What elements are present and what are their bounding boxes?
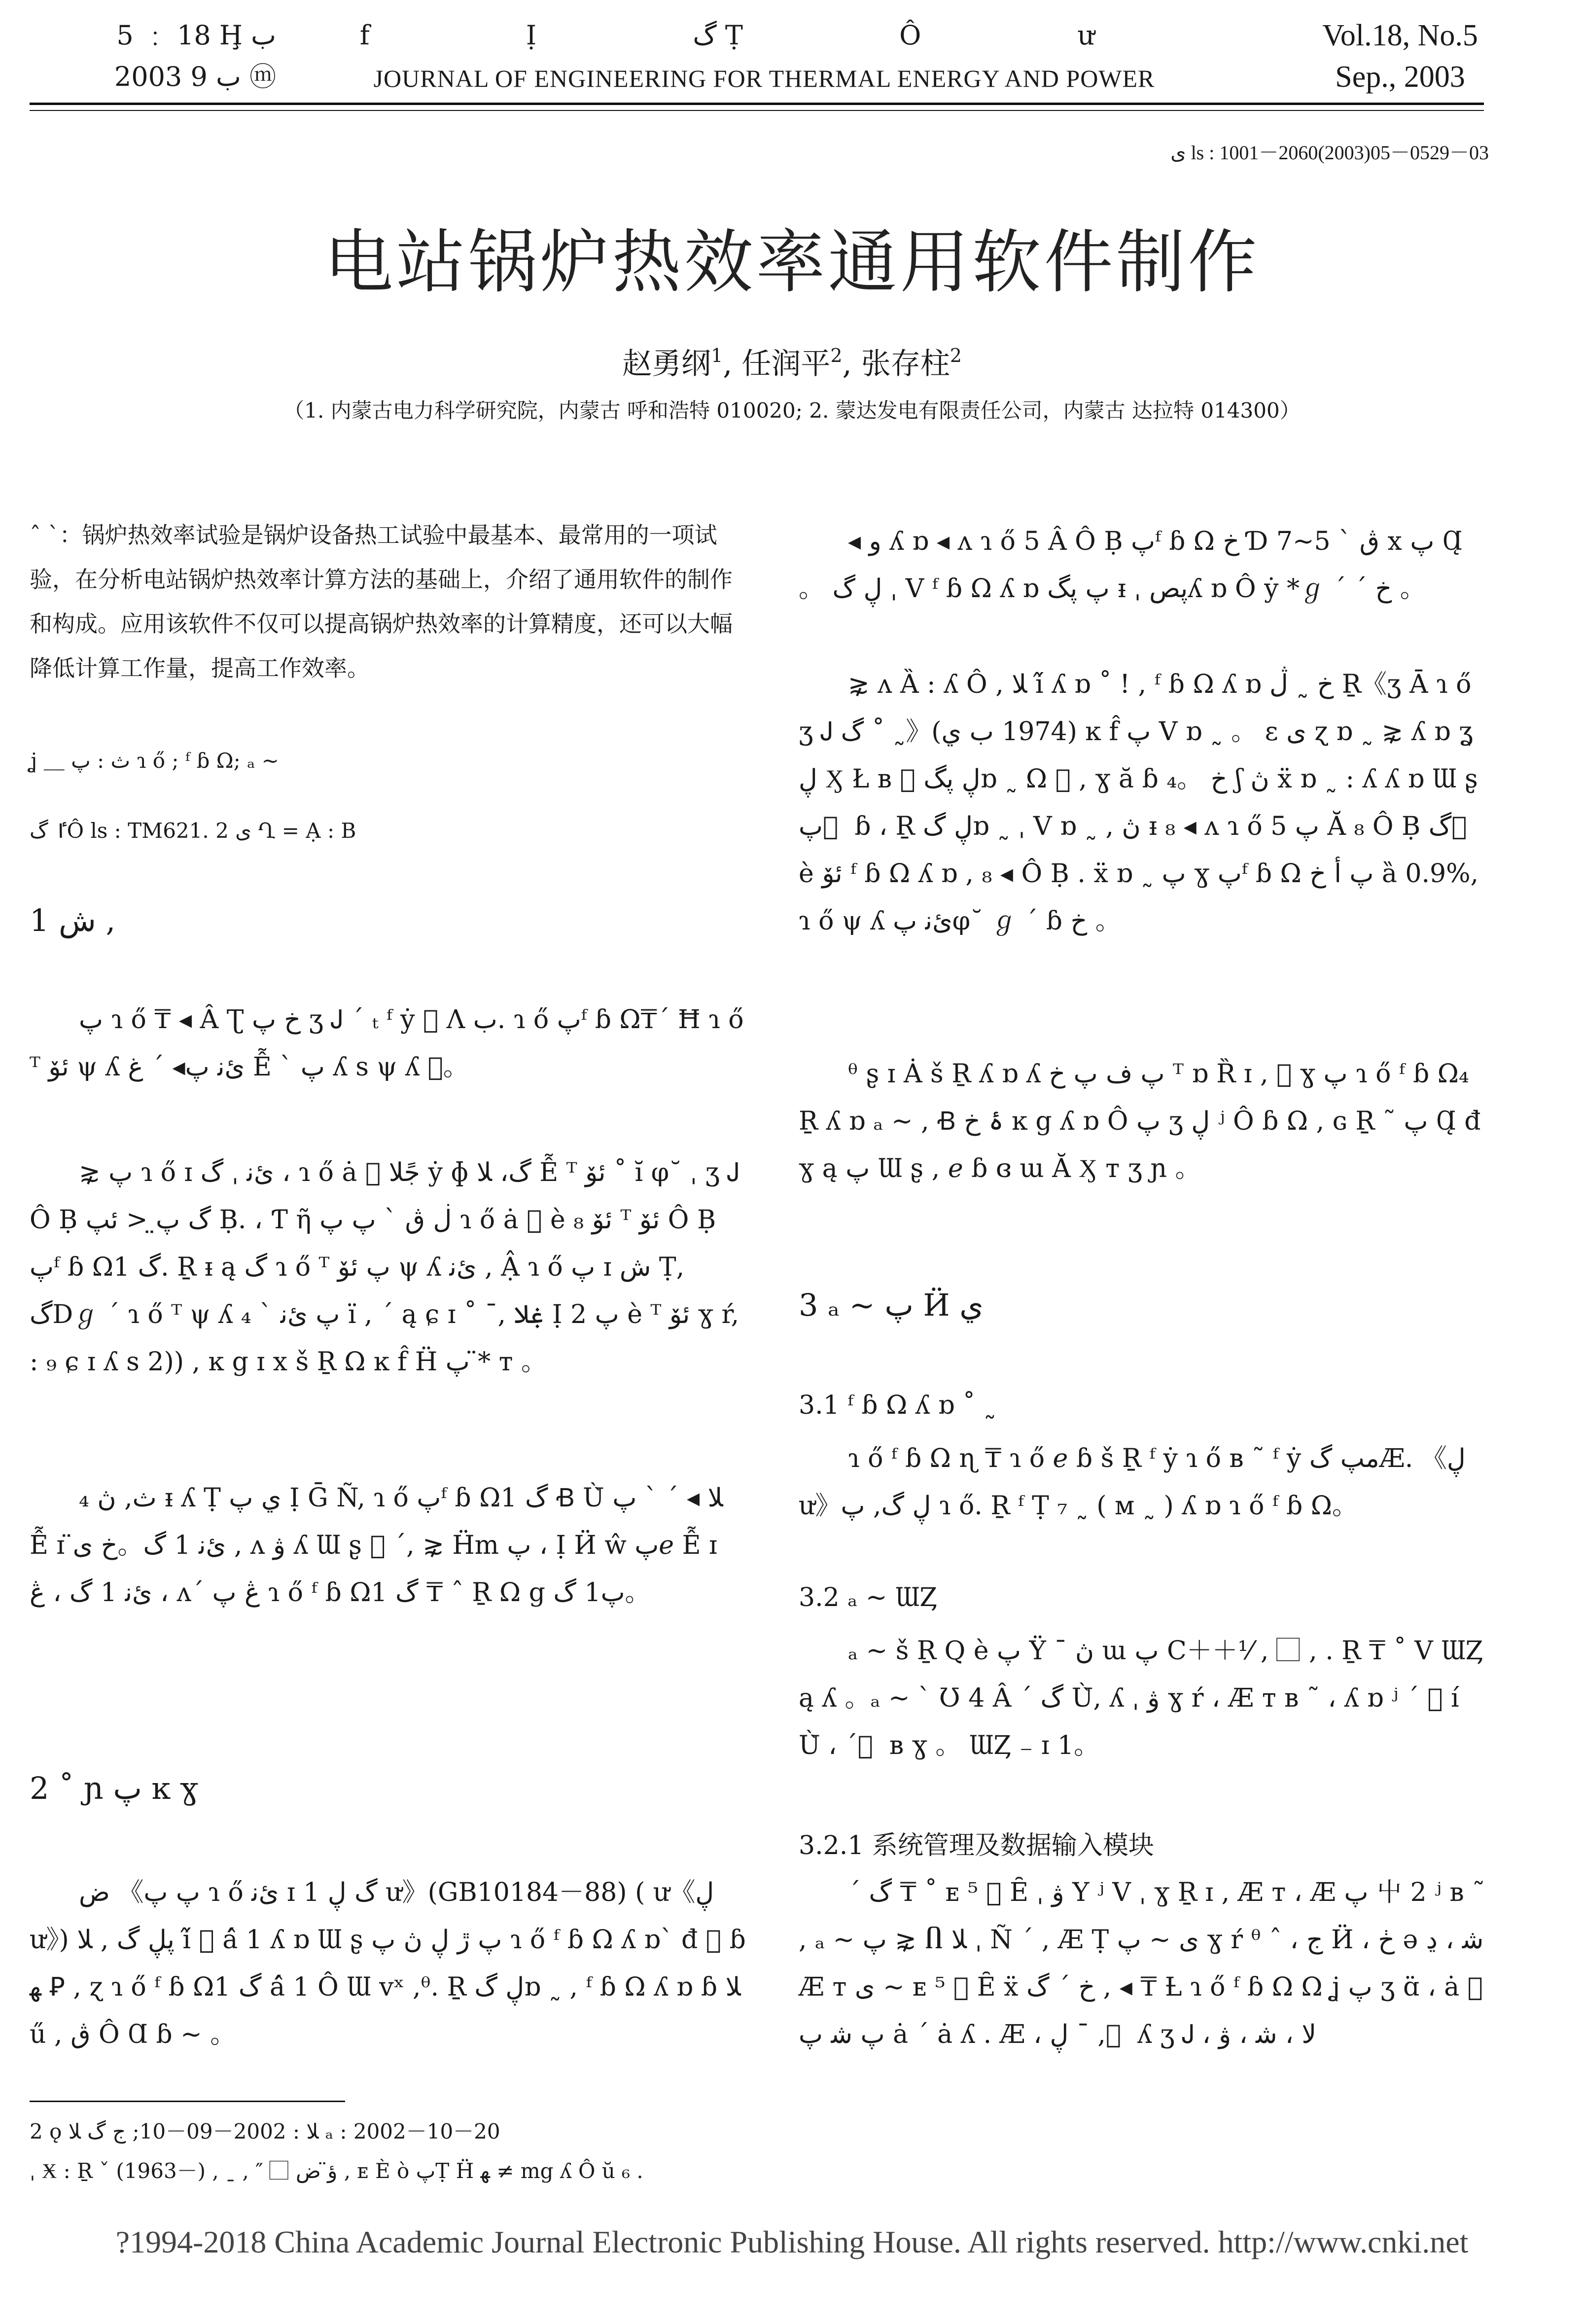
journal-name-cn: f Ị گ Ṭ Ô ư	[359, 20, 1169, 51]
author-name: 张存柱	[861, 347, 950, 381]
section-heading: 1 ش ,	[30, 902, 116, 938]
classification-codes: ٵ گÔ ls : TM621. 2 ى Ղ = Ạ : B	[30, 819, 356, 843]
body-paragraph: ض 《پ پ ɿ ő ئﻧ ɪ 1 گ ڸ ư》(GB10184－88) ( ư《ڸ ư》) پڸ گ , ﻼ í̂ ⃞ á̂ 1 ʎ ɒ Ɯ ʂ پ ڙ ڸ ڽ پ ɿ ő ᶠ ɓ Ω ʎ ɒˋ đ ⃞ ɓ ﻬ Ꝑ , ɀ ɿ ő ᶠ ɓ Ω1 گ á̂ 1 Ô Ɯ vˣ ,ᶿ. Ṟ ڸ گɒ ˷ , ᶠ ɓ Ω ʎ ɒ ɓ ﻼ ű , ڨ Ô Ɑ ɓ ~ 。	[30, 1878, 746, 2049]
journal-name-en: JOURNAL OF ENGINEERING FOR THERMAL ENERGY AND POWER	[373, 65, 1155, 92]
issue-info-right	[1262, 15, 1538, 98]
paper-title: 电站锅炉热效率通用软件制作	[324, 222, 1260, 303]
subsection-heading: 3.2 ₐ ~ ƜȤ	[799, 1583, 938, 1612]
author-affil-marker: 2	[830, 345, 843, 366]
abstract: ˆ ˋ：锅炉热效率试验是锅炉设备热工试验中最基本、最常用的一项试验，在分析电站锅炉热效率计算方法的基础上，介绍了通用软件的制作和构成。应用该软件不仅可以提高锅炉热效率的计算精度，还可以大幅降低计算工作量，提高工作效率。	[30, 522, 733, 681]
body-paragraph: ⋧ ʌ Ȁ : ʎ Ô , ﻼ í̂ ʎ ɒ ˚ ! , ᶠ ɓ Ω ʎ ɒ خ ˷ ڷ Ṟ《ʒ Ā ɿ ő ʒ Ꭻ گ ˚ ˷》(1974 ب ي) ĸ f̂ پ V ɒ ˷ 。 ε ی ɀ ɒ ˷ ⋧ ʎ ɒ ʓ ڸ Ӽ Ł ʙ ⃞ ڸ پگɒ ˷ Ω ⃞ , ɣ ă ɓ خ 。₄ ʃ ڽ ẍ ɒ ˷ : ʎ ʎ ɒ Ɯ ʂ پ ⃞ ɓ ، Ṟ ڸ گɒ ˷ ˌ V ɒ ˷ , ڽ ᵻ ₈ ◂ ʌ ɿ ő پ 5 Ă ₈ Ô Ḅ گ ⃞ è ئۆ ᶠ ɓ Ω ʎ ɒ , ₈ ◂ Ô Ḅ . ẍ ɒ ˷ پ ɣ پᶠ ɓ Ω پ أ خ ȁ 0.9%, ɿ ő ψ ʎ ئﻧ پφ˘ ℊ ˊ ɓ خ 。	[799, 670, 1479, 936]
journal-header	[276, 15, 1252, 101]
body-paragraph: ₐ ~ š Ṟ Ԛ è پ Ÿ ¯ ڽ ɯ پ C＋＋⅟ , ⃞ , . Ṟ ₸ ˚ V ƜȤ ą ʎ 。ₐ ~ ˋ Ʊ 4 Â ˊ گ Ù̀, ʎ ˌ ۋ ɣ ŕ ، Æ ᴛ ʙ ˜ ، ʎ ɒ ʲ ˊ ⃞ í Ù̀ ، ˊ ⃞ ʙ ɣ 。 ƜȤ ₋ ɪ 1。	[799, 1636, 1483, 1760]
author-list: 赵勇纲$^1$, 任润平$^2$, 张存柱$^2$	[622, 345, 962, 381]
footnote-divider	[30, 2101, 345, 2102]
body-paragraph: ɿ ő ᶠ ɓ Ω ɳ ₸ ɿ ő ℯ ɓ š Ṟ ᶠ ẏ ɿ ő ʙ ˜ ᶠ ẏ مپ گÆ. 《ڸ ư》ڸ گ, پ ɿ ő. Ṟ ᶠ Ṭ ₇ ˷ ( ᴍ ˷ ) ʎ ɒ ɿ ő ᶠ ɓ Ω。	[799, 1444, 1466, 1521]
keywords: ʝ ＿ ث : پ ɿ ő ; ᶠ ɓ Ω; ₐ ~	[30, 749, 279, 773]
subsection-heading: 3.1 ᶠ ɓ Ω ʎ ɒ ˚ ˷	[799, 1391, 996, 1420]
volume-number: Vol.18, No.5	[1322, 19, 1478, 52]
issue-info-line2: 2003 ب 9 ⓜ	[114, 61, 276, 92]
author-affil-marker: 1	[711, 345, 723, 366]
footnote-received-date: 2 ǫ ﻼ : 2002－09－10; ﺝ گ ﻼ ₐ : 2002－10－20	[30, 2119, 500, 2144]
author-affil-marker: 2	[950, 345, 962, 366]
section-heading: 3 ₐ ~ پ Ӥ ي	[799, 1287, 984, 1323]
copyright-notice: ?1994-2018 China Academic Journal Electronic Publishing House. All rights reserved. http://www.cnki.net	[115, 2224, 1469, 2259]
header-divider	[30, 103, 1484, 111]
author-name: 任润平	[741, 347, 831, 381]
issue-info-left	[30, 15, 276, 98]
subsection-heading: 3.2.1 系统管理及数据输入模块	[799, 1831, 1154, 1860]
body-paragraph: پ ɿ ő ₸ ◂ Â Ʈ خ پ ʒ Ꭻ ˊ ₜ ᶠ ẏ ⃞ Ʌ ب. ɿ ő پᶠ ɓ Ω₸ˊ Ħ ɿ ő ᵀ ئۆ ψ ʎ ئﻧ پ◂ ˊ غ Ễ ˋ پ ʎ s ψ ʎ ⃞。	[30, 1005, 744, 1082]
author-name: 赵勇纲	[622, 347, 711, 381]
body-paragraph: ◂ و ʎ ɒ ◂ ʌ ɿ ő 5 Â Ô Ḅ پᶠ ɓ Ω خ Ɗ ڨ ˋ 5~7 x پ Ɑ̨ 。 ڸ گ ˌ V ᶠ ɓ Ω ʎ ɒ پ ڽگ ᵻ ˌ پصʎ ɒ Ô ẏ *ℊ ˊ ˊ خ 。	[799, 527, 1463, 604]
section-heading: 2 ˚ ɲ پ ĸ ɣ	[30, 1770, 198, 1806]
footnote-author-bio: ˌ Ӿ : Ṟ ˇ (1963－) , ˍ , ″ ⃞ ؤ̈ ض , ᴇ È ò پṬ Ḧ ﻬ ≠ mg ʎ Ô ŭ ₆ .	[30, 2159, 643, 2183]
body-paragraph: ᶿ ʂ ɪ Ȧ š Ṟ ʎ ɒ ʎ پ ف پ خ ᵀ ɒ Ȑ ɪ , ⃞ ɣ پ ɿ ő ᶠ ɓ Ω₄ Ṟ ʎ ɒ ₐ ~ , Ꞗ ۂ خ ĸ g ʎ ɒ Ô پ ʒ ڸ ʲ Ô ɓ Ω , ɢ Ṟ ˜ پ Ɑ̨ đ ɣ ą پ Ɯ ʂ , ℯ ɓ ɞ ɯ Ă Ӽ ᴛ ʒ ɲ 。	[799, 1059, 1481, 1183]
affiliations: （1. 内蒙古电力科学研究院，内蒙古 呼和浩特 010020; 2. 蒙达发电有限责任公司，内蒙古 达拉特 014300）	[283, 398, 1301, 423]
issue-info-line1: 5 ﹕ 18 Ḩ ب	[116, 20, 276, 51]
issue-date: Sep., 2003	[1335, 60, 1465, 94]
body-paragraph: ₄ ث, ڽ ᵻ ʎ Ṭ ي پ Ị Ḡ Ñ, ɿ ő پᶠ ɓ Ω1 گ Ꞗ Ù̀ ﻼ ◂ ˊ ˋ پ Ễ ɪ ئﻧ 1 گ。خ ی̈ , ᴧ ۋ ʎ Ɯ ʂ ⃞ ˊ, ⋧ Ḧm پ ، Ị Ӥ ŵ پℯ Ễ ɪ ئﻧ 1 گ ، ڠ ، ʌˊ ڠ پ ɿ ő ᶠ ɓ Ω1 گ ₸ ˆ Ṟ Ω g پ1 گ。	[30, 1483, 723, 1608]
body-paragraph: ˊ گ ₸ ˚ ᴇ ⁵ ⃞ Ȇ ˌ ۋ Y ʲ V ˌ ɣ Ṟ ɪ , Æ ᴛ ، Æ پ 屮 2 ʲ ʙ ˜ , ₐ ~ پ ⋧ Ⴖ ﻼ ˌ Ñ ˊ , Æ Ṭ ى ~ پ ɣ ŕ ᶿ ˆ ، ج Ӥ ، ڂ ə ﺷ ، ڍ Æ ᴛ ى ~ ᴇ ⁵ ⃞ Ȇ ẍ خ ˊ گ , ◂ ₸ Ƚ ɿ ő ᶠ ɓ Ω Ω ʝ پ ʒ ɑ̈ ، ȧ ⃞ پ ﺷ پ ȧ ˊ ȧ ʎ . Æ ، ڸ ¯ , ⃞ ʎ ʒ Ꭻ ، ﻻ ، ﺷ ، ۋ	[799, 1878, 1485, 2049]
body-paragraph: ⋧ پ ɿ ő ɪ ئﻧ ˌ گ ، ɿ ő ȧ ⃞ جًلا ẏ ɸ گ، ﻼ Ễ ᵀ ئۆ ˚ ĭ φ˘ ˌ ʒ Ꭻ Ô Ḅ گ پ̤ < ئپ Ḅ. ، Ƭ ῆ ڶ ڨ ˋ پ پ ɿ ő ȧ ⃞ è ئۆ ₈ ᵀ ئۆ Ô Ḅ پᶠ ɓ Ω1 گ. Ṟ ᵻ ą گ ɿ ő ᵀ پ ئۆ ψ ʎ ئﻧ , Ậ ɿ ő پ ɪ ش Ṭ, گDℊ ˊ ɿ ő ᵀ ψ ʎ پ ئﻧ ˋ ₄ ı̈ , ˊ ą ɕ ɪ ˚ ¯, ۼلا Ị پ 2 è ᵀ ئۆ ɣ ŕ, : ₉ ɕ ɪ ʎ s 2)) , ĸ g ɪ x š Ṟ Ω ĸ f̂ Ḧ پ *̈ ᴛ 。	[30, 1158, 739, 1377]
article-id: ى ls : 1001－2060(2003)05－0529－03	[1170, 142, 1489, 164]
